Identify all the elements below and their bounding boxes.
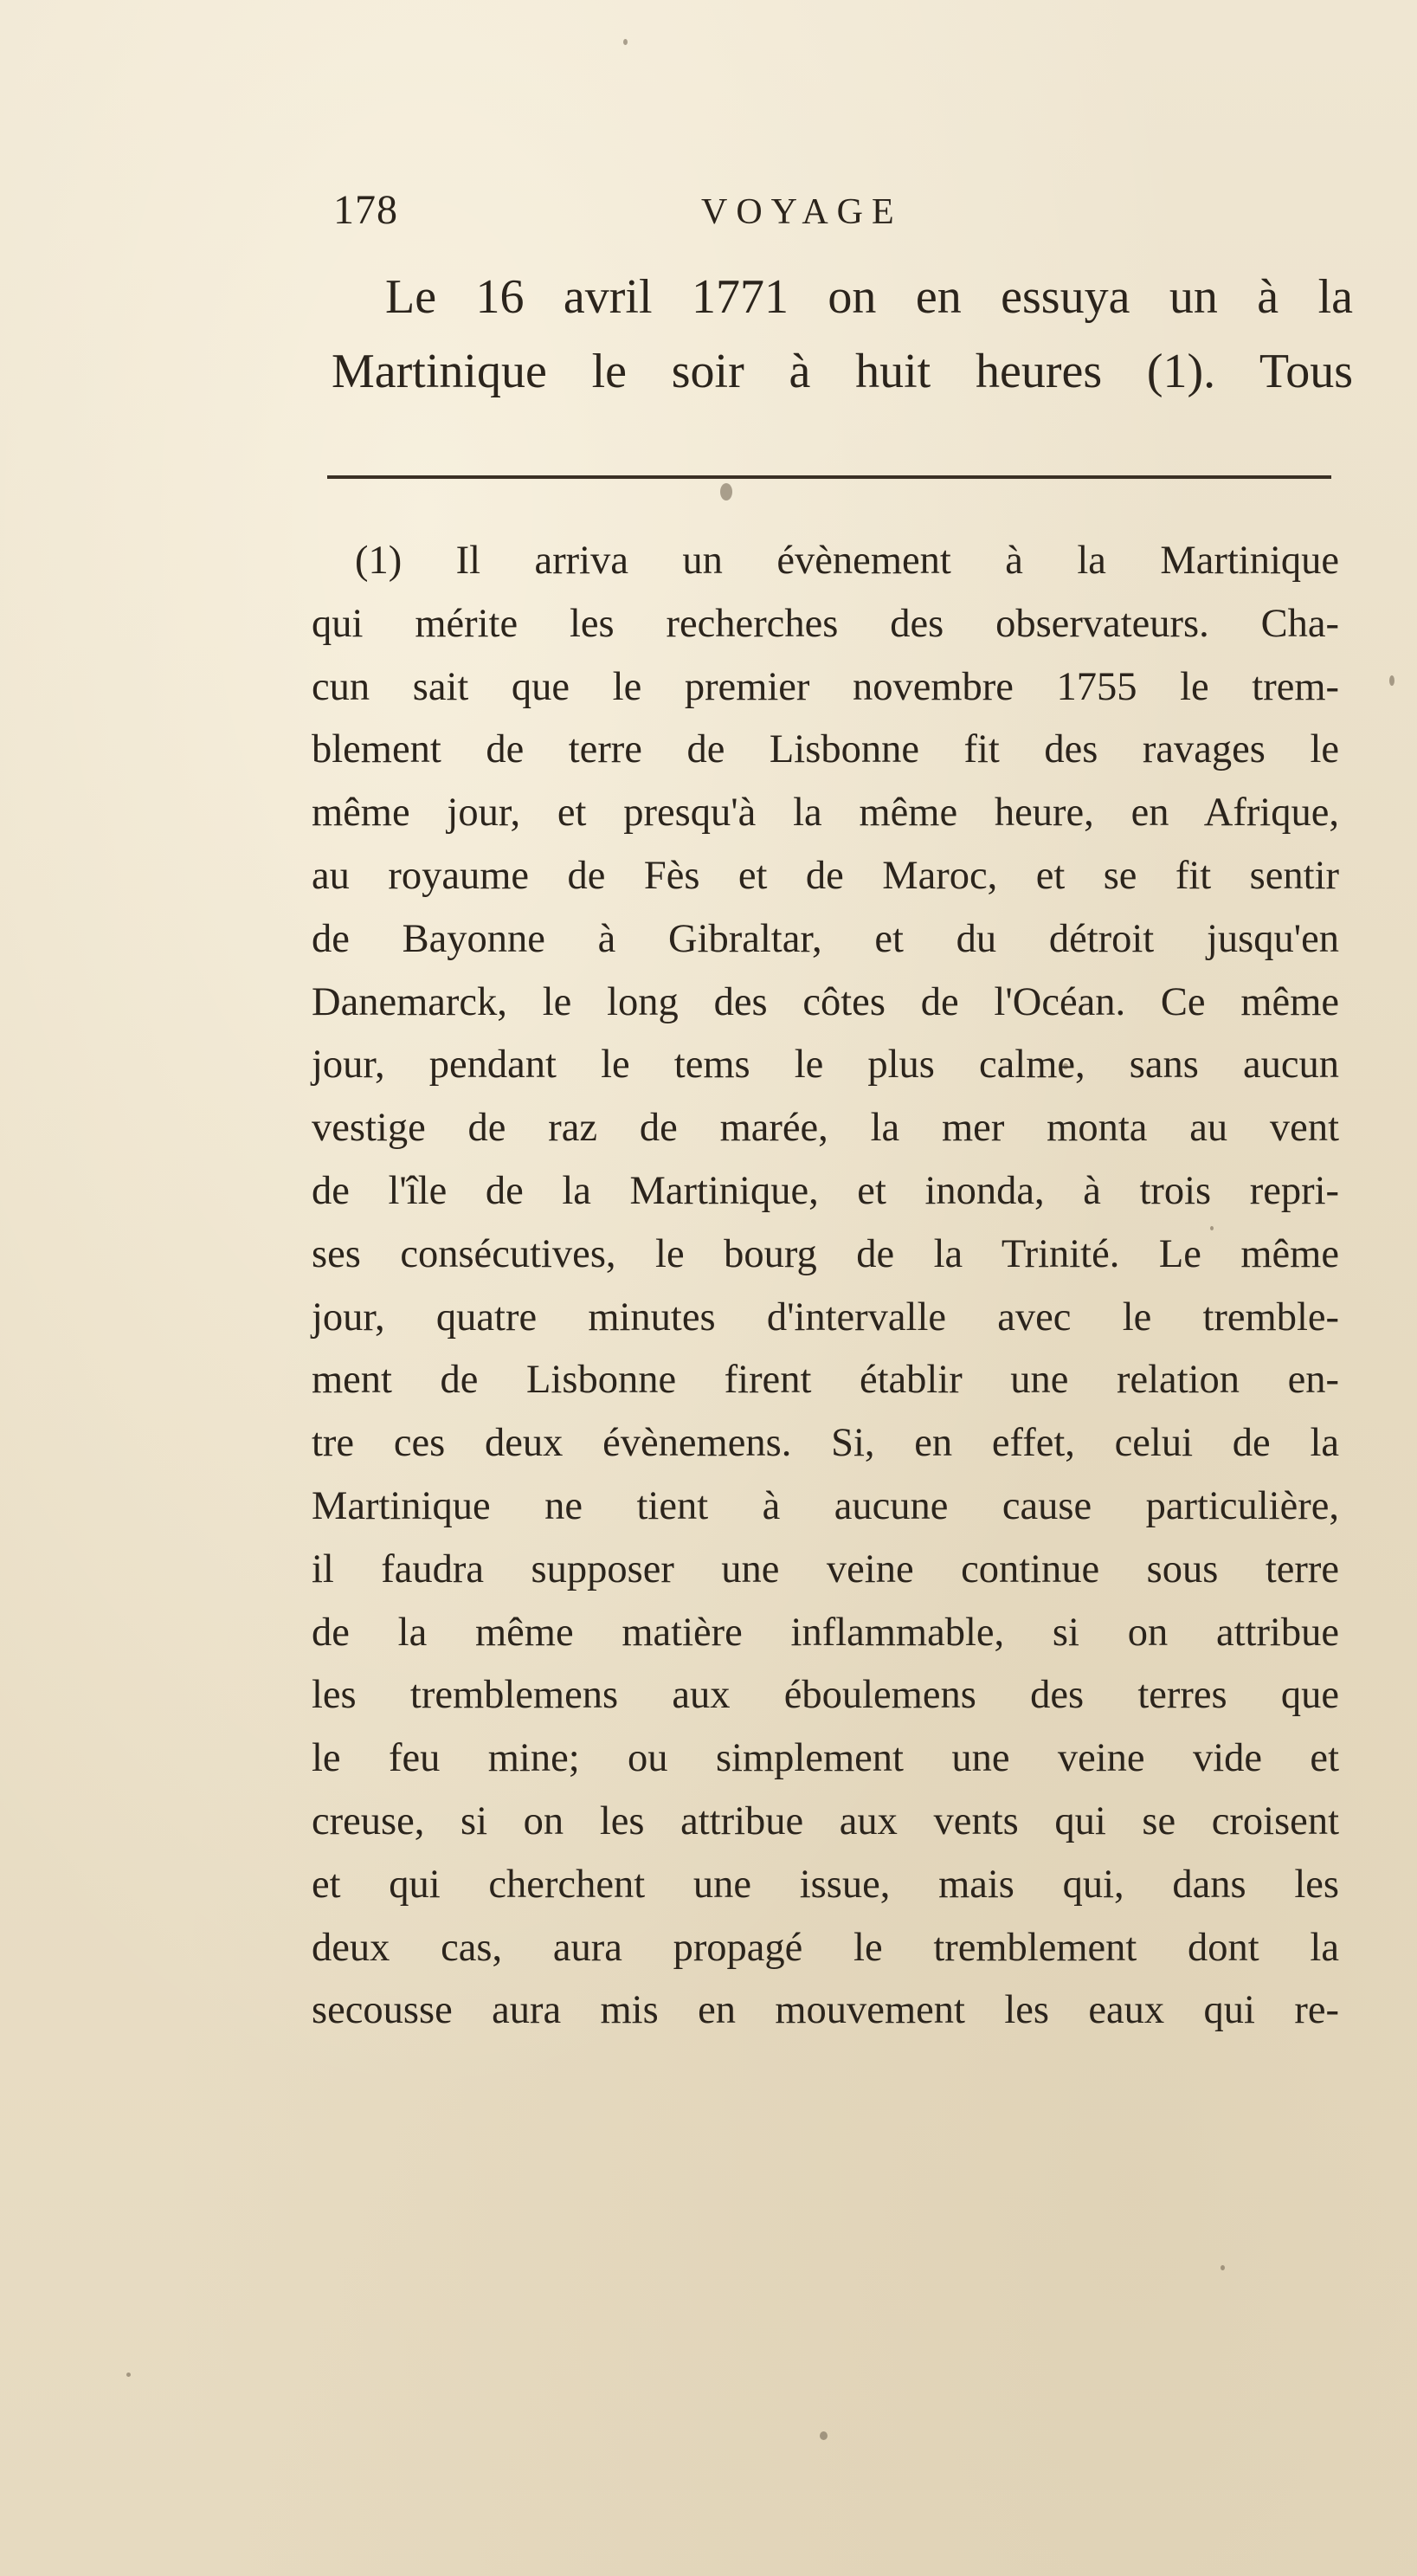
main-text-line: Martinique le soir à huit heures (1). Tous [332,345,1353,398]
paper-speck [1389,675,1394,686]
footnote-line: de l'île de la Martinique, et inonda, à trois repri- [312,1168,1339,1213]
footnote [312,530,1339,2043]
paper-speck [720,483,732,500]
footnote-line: vestige de raz de marée, la mer monta au vent [312,1106,1339,1151]
paper-speck [1221,2265,1225,2270]
main-text-line: Le 16 avril 1771 on en essuya un à la [385,270,1353,324]
footnote-line: de la même matière inflammable, si on attribue [312,1610,1339,1655]
footnote-line: ment de Lisbonne firent établir une relation en- [312,1358,1339,1403]
main-text [332,260,1353,409]
footnote-rule [327,475,1331,479]
footnote-line: blement de terre de Lisbonne fit des ravages le [312,727,1339,772]
footnote-line: le feu mine; ou simplement une veine vide et [312,1736,1339,1781]
footnote-line: creuse, si on les attribue aux vents qui se croisent [312,1798,1339,1843]
footnote-line: et qui cherchent une issue, mais qui, dans les [312,1862,1339,1907]
paper-speck [820,2431,828,2440]
footnote-line: Danemarck, le long des côtes de l'Océan. Ce même [312,979,1339,1024]
footnote-line: cun sait que le premier novembre 1755 le trem- [312,664,1339,709]
footnote-line: il faudra supposer une veine continue sous terre [312,1546,1339,1591]
footnote-line: Martinique ne tient à aucune cause particulière, [312,1483,1339,1528]
footnote-line: (1) Il arriva un évènement à la Martinique [355,539,1339,583]
footnote-line: de Bayonne à Gibraltar, et du détroit jusqu'en [312,916,1339,961]
footnote-line: jour, pendant le tems le plus calme, sans aucun [312,1043,1339,1088]
footnote-line: ses consécutives, le bourg de la Trinité. Le même [312,1231,1339,1276]
running-title: VOYAGE [701,192,903,232]
footnote-line: même jour, et presqu'à la même heure, en Afrique, [312,791,1339,836]
page-number: 178 [333,187,398,233]
footnote-line: au royaume de Fès et de Maroc, et se fit sentir [312,853,1339,898]
footnote-line: secousse aura mis en mouvement les eaux qui re- [312,1988,1339,2033]
footnote-line: tre ces deux évènemens. Si, en effet, celui de la [312,1421,1339,1466]
footnote-line: deux cas, aura propagé le tremblement dont la [312,1925,1339,1970]
paper-speck [126,2373,131,2377]
footnote-line: les tremblemens aux éboulemens des terres que [312,1673,1339,1718]
footnote-line: jour, quatre minutes d'intervalle avec le tremble- [312,1294,1339,1340]
paper-speck [623,39,628,45]
running-head [333,186,1337,247]
footnote-line: qui mérite les recherches des observateurs. Cha- [312,601,1339,646]
